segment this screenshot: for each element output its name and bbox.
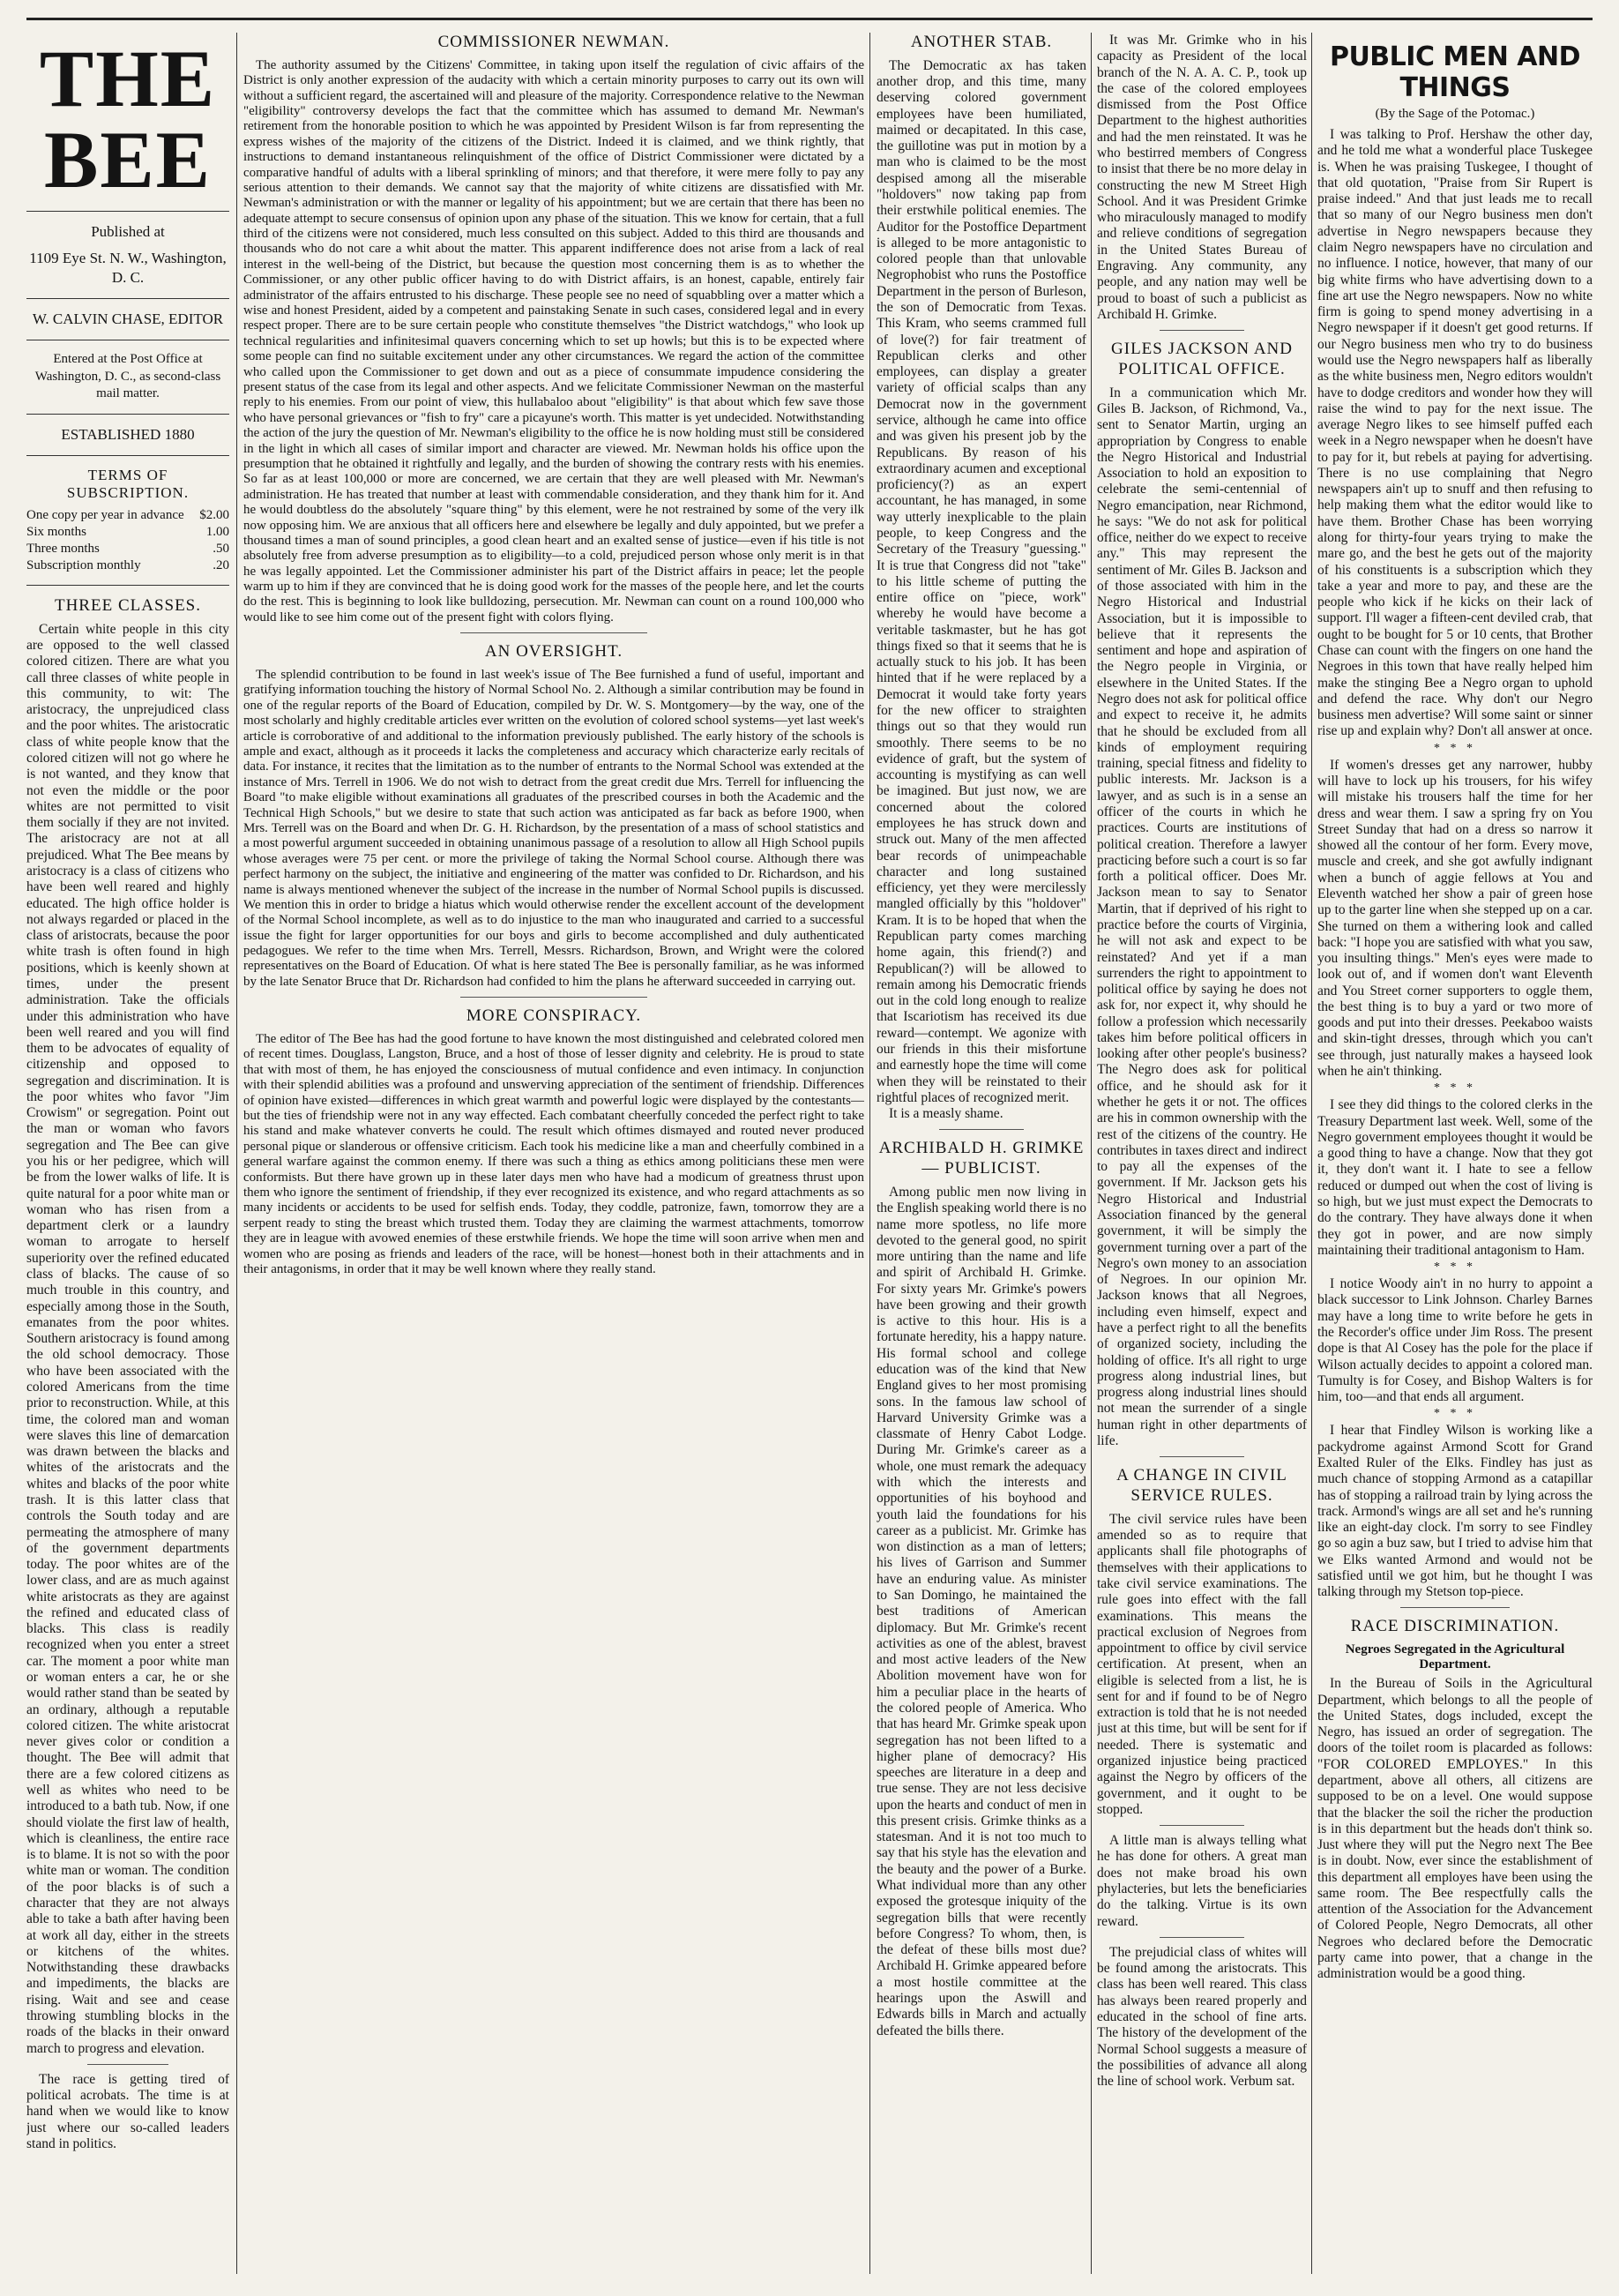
article-body-political-acrobats: The race is getting tired of political acrobats. The time is at hand when we would like to know just where our so-called leaders stand in politics. [26,2071,229,2151]
article-body-public-men-5: I hear that Findley Wilson is working like a packydrome against Armond Scott for Grand Exalted Ruler of the Elks. Findley has just as much chance of stopping Armond as a catapillar has of stopping a railroad train by lying across the track. Armond's wings are all set and he's running like an eight-day clock. I'm sorry to see Findley go so agin a buz saw, but I tried to advise him that we Elks wanted Armond and would not be satisfied until we got him, but he thought I was talking through my Stetson top-piece. [1317,1423,1593,1600]
separator-stars: * * * [1434,1260,1476,1275]
divider [26,585,229,586]
divider [26,455,229,456]
terms-row [26,541,229,557]
article-body-grimke-continued: It was Mr. Grimke who in his capacity as President of the local branch of the N. A. A. C. P., took up the case of the colored employees dismissed from the Post Office Department to the highest authorities and had the men reinstated. It was he who bestirred members of Congress to insist that there be no more delay in constructing the new M Street High School. And it was President Grimke who miraculously managed to modify and relieve conditions of segregation in the United States Bureau of Engraving. Any community, any people, and any nation may well be proud to boast of such a publicist as Archibald H. Grimke. [1097,33,1307,322]
newspaper-page [26,18,1593,2283]
column-2 [243,33,864,2283]
divider [460,997,646,998]
terms-title: TERMS OF SUBSCRIPTION. [66,466,190,501]
article-title-public-men: PUBLIC MEN AND THINGS [1329,41,1581,103]
article-body-little-man: A little man is always telling what he has done for others. A great man does not make broad his own phylacteries, but lets the beneficiaries do the talking. Virtue is its own reward. [1097,1833,1307,1929]
divider [26,414,229,415]
divider [26,211,229,212]
divider [87,2064,168,2065]
article-subhead-race-discrimination: Negroes Segregated in the Agricultural Department. [1345,1642,1565,1672]
column-rule [1091,33,1092,2274]
article-title-three-classes: THREE CLASSES. [54,595,202,615]
terms-table [26,507,229,574]
terms-label: Subscription monthly [26,557,141,572]
separator-stars: * * * [1434,741,1476,755]
article-title-civil-service: A CHANGE IN CIVIL SERVICE RULES. [1116,1466,1287,1506]
terms-price: 1.00 [205,524,229,539]
article-body-public-men-1: I was talking to Prof. Hershaw the other day, and he told me what a wonderful place Tuskegee is. When he was praising Tuskegee, I thought of that old quotation, "Praise from Sir Rupert is praise indeed." And that just leads me to recall that so many of our Negro business men don't advertise in Negro newspapers because they claim Negro newspapers have no circulation and no influence. I notice, however, that many of our big white firms who have advertising down to a fine art use the Negro newspapers. Now no white firm is going to spend money advertising in a Negro newspaper if it doesn't get good returns. If our Negro business men who try to do business would use the Negro newspapers half as liberally as the white business men, Negro editors wouldn't have to dodge creditors and wonder how they will raise the wind to pay for the next issue. The average Negro likes to see himself puffed each week in a Negro newspaper when he doesn't have to pay for it, but rebels at paying for advertising. There is no use complaining that Negro newspapers ain't up to snuff and then refusing to help making them what the editor would like to have them. Brother Chase has been worrying along for thirty-four years trying to make the mare go, and the best he gets out of the majority of his constituents is a subscription which they take a year and more to pay, and these are the people who kick if he kicks on their lack of support. I'll wager a fifteen-cent deviled crab, that ought to be bought for 5 or 10 cents, that Brother Chase can count with the fingers on one hand the Negroes in this town that have really helped him make the stinging Bee a Negro organ to uphold and defend the race. Why don't our Negro business men advertise? Will some saint or sinner rise up and explain why? Don't all answer at once. [1317,127,1593,739]
divider [939,1129,1023,1130]
masthead-editor: W. CALVIN CHASE, EDITOR [32,310,224,328]
article-body-grimke: Among public men now living in the English speaking world there is no name more spotless, no life more devoted to the general good, no spirit more untiring than the name and life and spirit of Archibald H. Grimke. For sixty years Mr. Grimke's powers have been growing and their growth is active to this hour. His is a fortunate heredity, his a happy nature. His formal school and college education was of the kind that New England gives to her most promising sons. In the famous law school of Harvard University Grimke was a classmate of Henry Cabot Lodge. During Mr. Grimke's career as a whole, one must remark the adequacy with which the interests and opportunities of his boyhood and youth laid the foundations for his career as a publicist. Mr. Grimke has won distinction as a man of letters; his lives of Garrison and Summer have an enduring value. As minister to San Domingo, he maintained the best traditions of American diplomacy. But Mr. Grimke's recent activities as one of the ablest, bravest and most active leaders of the New Abolition movement have won for him a peculiar place in the hearts of the colored people of America. Who that has heard Mr. Grimke speak upon segregation has not been lifted to a higher plane of democracy? His speeches are literature in a deep and true sense. They are not less decisive upon the hearts and conduct of men in this present crisis. Grimke thinks as a statesman. And it is not too much to say that his style has the elevation and the beauty and the power of a Burke. What individual more than any other exposed the grotesque iniquity of the segregation bills that were recently before Congress? To whom, then, is the defeat of these bills most due? Archibald H. Grimke appeared before a most hostile committee at the hearings upon the Aswill and Edwards bills in March and actually defeated the bills there. [877,1184,1086,2038]
article-title-another-stab: ANOTHER STAB. [910,33,1053,51]
column-rule [236,33,237,2274]
article-title-commissioner-newman: COMMISSIONER NEWMAN. [437,33,670,51]
article-body-more-conspiracy: The editor of The Bee has had the good fortune to have known the most distinguished and celebrated colored men of recent times. Douglass, Langston, Bruce, and a host of those of lesser dignity and celebrity. He is proud to state that with most of them, he has enjoyed the consciousness of mutual confidence and even intimacy. In conjunction with their splendid abilities was a profound and unswerving appreciation of the sentiment of friendship. Differences of opinion have existed—differences in which great warmth and powerful logic were displayed by the contestants—but the ties of friendship were not in any way effected. Each combatant cheerfully conceded the perfect right to take his stand and make whatever converts he could. The result which oftimes dismayed and routed never produced personal pique or slanderous or offensive criticism. Each took his medicine like a man and cheerfully combined in a general warfare against the common enemy. If there was such a thing as ethics among politicians these men were conformists. But there have grown up in these later days men who have had a modicum of greatness thrust upon them who ignore the sentiment of friendship, if they ever recognized its existence, and who regard attachments as so many incidents or accidents to be used for selfish ends. Today, they coddle, patronize, fawn, tomorrow they are a serpent ready to sting the breast which trusted them. Today they are claiming the warmest attachments, tomorrow they are in league with avowed enemies of these erstwhile friends. We hope the time will soon arrive when men and women who are posing as friends and leaders of the race, will be honest—honest both in their attachments and in their antagonisms, in order that it may be well known where they really stand. [243,1032,864,1276]
article-footer-another-stab: It is a measly shame. [889,1106,1003,1122]
terms-label: Three months [26,541,100,556]
terms-price: .50 [213,541,229,556]
masthead-established: ESTABLISHED 1880 [61,425,195,443]
article-body-prejudicial: The prejudicial class of whites will be found among the aristocrats. This class has been well reared. This class has always been reared properly and educated in the school of fine arts. The history of the development of the Normal School suggests a measure of the possibilities of advance all along the line of school work. Verbum sat. [1097,1944,1307,2090]
masthead-address: 1109 Eye St. N. W., Washington, D. C. [29,250,227,287]
article-body-three-classes: Certain white people in this city are opposed to the well classed colored citizen. There are what you call three classes of white people in this community, to wit: The aristocracy, the unprejudiced class and the poor whites. The aristocratic class of white people know that the colored citizen will not go where he is not wanted, and they know that not even the middle or the poor whites are not permitted to visit them socially if they are not invited. The aristocracy are not at all prejudiced. What The Bee means by aristocracy is a class of citizens who have been well reared and highly educated. The high office holder is not always regarded or placed in the class of aristocrats, because the poor white trash is often found in high positions, which is keenly shown at times, under the present administration. Take the officials under this administration who have been well reared and you will find them to be advocates of equality of citizenship and opposed to segregation and discrimination. It is the poor whites who favor "Jim Crowism" or segregation. Point out the man or woman who favors segregation and The Bee can give you his or her pedigree, which will be from the lower walks of life. It is quite natural for a poor white man or woman who has risen from a department clerk or a laundry woman to arrogate to herself superiority over the refined educated class of blacks. The cause of so much trouble in this country, and especially among those in the South, emanates from the poor whites. Southern aristocracy is found among the old school democracy. Those who have been associated with the colored Americans from the time prior to reconstruction. While, at this time, the colored man and woman were slaves this line of demarcation was drawn between the blacks and whites of the aristocrats and the whites and blacks of the poor white trash. It is this latter class that controls the South today and are permeating the atmosphere of many of the government departments today. The poor whites are of the lower class, and are as much against white aristocrats as they are against the refined and educated class of blacks. This class is readily recognized when you enter a street car. The moment a poor white man or woman enters a car, he or she would rather stand than be seated by an ordinary, although a reputable colored citizen. The white aristocrat never gives color or condition a thought. The Bee will admit that there are a few colored citizens as well as whites who need to be introduced to a bath tub. Now, if one should violate the first law of health, which is cleanliness, the entire race is to blame. It is not so with the poor white man or woman. The condition of the poor blacks is of such a character that they are not always able to take a bath after having been at work all day, either in the streets or kitchens of the whites. Notwithstanding these drawbacks and impediments, the blacks are rising. Wait and see and cease throwing stumbling blocks in the roads of the blacks in their onward march to progress and elevation. [26,621,229,2056]
divider [1160,1456,1243,1457]
terms-row [26,524,229,541]
column-4 [1097,33,1307,2283]
article-body-public-men-3: I see they did things to the colored clerks in the Treasury Department last week. Well, some of the Negro government employees thought it would be a good thing to have a change. Now that they got it, they don't want it. I hate to see a fellow reduced or dumped out when the cost of living is so high, but we just must expect the Democrats to do the contrary. They have always done it when they got in power, and are now simply maintaining their traditional antagonism to Ham. [1317,1097,1593,1258]
article-title-grimke: ARCHIBALD H. GRIMKE— PUBLICIST. [878,1139,1085,1178]
column-rule [1311,33,1312,2274]
separator-stars: * * * [1434,1407,1476,1421]
column-3 [877,33,1086,2283]
terms-label: One copy per year in advance [26,507,184,522]
divider [1160,1825,1243,1826]
article-title-giles-jackson: GILES JACKSON AND POLITICAL OFFICE. [1111,340,1293,378]
article-body-commissioner-newman: The authority assumed by the Citizens' Committee, in taking upon itself the regulation of civic affairs of the District is only another expression of the audacity with which a certain minority purposes to carry out its own will without a sufficient regard, the ascertained will and pleasure of the majority. Correspondence relative to the Newman "eligibility" controversy develops the fact that the committee which has assumed to demand Mr. Newman's retirement from the honorable position to which he was appointed by President Wilson is far from representing the express wishes of the majority of the citizens of the District. Indeed it is claimed, and we think rightly, that instructions to demand instantaneous relinquishment of the office of District Commissioner were dictated by a comparative handful of adults with a liberal sprinkling of minors; and that therefore, it were mere folly to pay any serious attention to their demands. We cannot say that the majority of white citizens are dissatisfied with Mr. Newman's administration or with the manner or legality of his appointment; but we are certain that there has been no adequate attempt to secure consensus of opinion upon any phase of the situation. This we know for certain, that a full third of the citizens were not considered, much less consulted on this subject. Added to this third are thousands and thousands who do not care a whit about the matter. This apparent indifference does not arise from a lack of real interest in the well-being of the District, but because the question most concerning them is as to whether the Commissioner, or any other public officer having to do with District affairs, is an honest, capable, entirely fair administrator of the affairs entrusted to his discharge. These people see no need of squabbling over a matter which a wise and honest President, aided by a competent and painstaking Senate in such cases, considered legal and in every respect proper. There are to be sure certain people who constitute themselves "the District watchdogs," who look up technical regularities and infinitesimal quavers concerning which to set up howls; but this is to be expected where some people can find no suitable excitement under any other circumstances. We regard the action of the committee who called upon the Commissioner to get down and out as a piece of consummate impudence considering the present status of the case from its legal and other aspects. And we felicitate Commissioner Newman on the masterful reply to his enemies. From our point of view, this hullabaloo about "eligibility" is that about which few save those who have personal grievances or "fish to fry" care a picayune's worth. This matter is yet undecided. Notwithstanding the action of the jury the question of Mr. Newman's eligibility to the office he is now holding must still be considered in the light in which all cases of similar import and character are viewed. Mr. Newman holds his office upon the presumption that he obtained it rightfully and legally, and the burden of showing the contrary rests with his enemies. So far as at least 100,000 or more are concerned, we are certain that they are well pleased with Mr. Newman's administration. He has treated that number at least with commendable consideration, and they thank him for it. And he would doubtless do the absolutely "square thing" by this element, were he not restrained by some of the very ilk now opposing him. We are anxious that all officers here and elsewhere be legally and duly appointed, but we prefer a thousand times a man of sound principles, a good clean heart and an exalted sense of justice—even if his title is not absolutely free from adverse presumption as to eligibility—to a cold, prejudiced person whose only merit is in that he was legally appointed. Let the Commissioner administer his part of the District affairs in peace; let the people warm up to him if they are convinced that he is doing good work for the masses of the people here, and let the courts do the rest. This is beginning to look like bulldozing, persecution. Mr. Newman can count on a round 100,000 who would like to see him come out of the present fight with colors flying. [243,57,864,624]
terms-price: $2.00 [199,507,229,522]
divider [1160,330,1243,331]
divider [1400,1607,1511,1608]
article-body-an-oversight: The splendid contribution to be found in last week's issue of The Bee furnished a fund of useful, important and gratifying information touching the history of Normal School No. 2. Although a similar contribution may be found in one of the regular reports of the Board of Education, compiled by Dr. W. S. Montgomery—by the way, one of the most scholarly and highly creditable articles ever written on the evolution of colored school systems—yet last week's article is corroborative of and additional to the information previously published. The early history of the schools is ample and exact, although as it proceeds it lacks the completeness and accuracy which characterize early recitals of data. For instance, it recites that the limitation as to the number of entrants to the Normal School was extended at the instance of Mrs. Terrell in 1906. We do not wish to detract from the great credit due Mrs. Terrell for influencing the Board "to make eligible without examinations all graduates of the prescribed courses in both the Academic and the Technical High Schools," but we desire to state that such action was anticipated as far back as before 1900, when Mrs. Terrell was on the Board and when Dr. G. H. Richardson, by the presentation of a mass of school statistics and a most powerful argument succeeded in obtaining unanimous passage of a resolution to allow all High School pupils whose averages were 75 per cent. or more the privilege of taking the Normal School course. Although there was perfect harmony on the subject, the initiative and engineering of the matter was confided to Dr. Richardson, and his name is always mentioned whenever the subject of the increase in the number of Normal School pupils is discussed. We mention this in order to bridge a hiatus which would otherwise render the excellent account of the development of the Normal School incomplete, as well as to do injustice to the man who inaugurated and carried to a successful issue the fight for larger opportunities for our boys and girls to become accomplished and duly authenticated pedagogues. We refer to the time when Mrs. Terrell, Messrs. Richardson, Brown, and Wright were the colored representatives on the Board of Education. Of what is here stated The Bee is personally familiar, as he was informed by the late Senator Bruce that Dr. Richardson had confided to him the plans he afterward succeeded in carrying out. [243,668,864,989]
masthead-title: THE BEE [39,34,217,205]
article-body-another-stab: The Democratic ax has taken another drop, and this time, many deserving colored government employees have been humiliated, maimed or decapitated. In this case, the guillotine was put in motion by a man who is claimed to be the most despised among all the miserable "holdovers" now taking pap from their erstwhile political enemies. The Auditor for the Postoffice Department is alleged to be more antagonistic to colored people than that unlovable Negrophobist who runs the Postoffice Department in the person of Burleson, the son of Democratic from Texas. This Kram, who seems crammed full of love(?) for fair treatment of Republican clerks and other employees, can display a greater variety of official scalps than any Democrat now in the government service, although he came into office and was given his present job by the Republicans. By reason of his extraordinary acumen and exceptional proficiency(?) as an expert accountant, he has managed, in some way utterly inexplicable to the plain people, to keep Congress and the Secretary of the Treasury "guessing." It is true that Congress did not "take" to his little scheme of putting the entire office on "piece, work" whereby he would have become a veritable taskmaster, but he has got things fixed so that it seems that he is actually stuck to his job. It has been hinted that if he were replaced by a Democrat it would take forty years for the new officer to straighten things out so that they would run smoothly. There seems to be no evidence of graft, but the system of accounting is mystifying as can well be imagined. But just now, we are concerned about the colored employees he has struck down and struck out. Many of the men affected bear records of unimpeachable character and long sustained efficiency, yet they were mercilessly mangled officially by this "holdover" Kram. It is to be hoped that when the Republican party comes marching home again, this friend(?) and Republican(?) will be allowed to remain among his Democratic friends out in the cold long enough to realize that Iscariotism has received its due reward—contempt. We agonize with our friends in this their misfortune and earnestly hope the time will come when they will be reinstated to their rightful places of recognized merit. [877,57,1086,1105]
divider [1160,1937,1243,1938]
article-body-giles-jackson: In a communication which Mr. Giles B. Jackson, of Richmond, Va., sent to Senator Martin, urging an appropriation by Congress to enable the Negro Historical and Industrial Association to hold an exposition to celebrate the semi-centennial of Negro emancipation, near Richmond, he says: "We do not ask for political office, neither do we expect to receive any." This may represent the sentiment of Mr. Giles B. Jackson and of those associated with him in the Negro Historical and Industrial Association, but it is impossible to believe that it represents the sentiment and hope and aspiration of the Negro people in Virginia, or elsewhere in the United States. If the Negro does not ask for political office and expect to receive it, he admits that he should be excluded from all kinds of employment requiring training, special fitness and fidelity to public interests. Mr. Jackson is a lawyer, and as such is in a sense an officer of the courts in which he practices. Courts are institutions of political creation. Therefore a lawyer practicing before such a court is so far forth a political officer. Does Mr. Jackson mean to say to Senator Martin, that if deprived of his right to practice before the courts of Virginia, he will not ask and expect to be reinstated? And yet if a man surrenders the right to appointment to political office by saying he does not ask for, nor expect it, why should he follow a profession which necessarily takes him before political officers in looking after other people's business? The Negro does ask for political office, and he should ask for it whether he gets it or not. The offices are his in common ownership with the rest of the citizens of the country. He contributes in taxes direct and indirect to pay all the expenses of the government. If Mr. Jackson gets his Negro Historical and Industrial Association financed by the general government, it will be simply the government turning over a part of the Negro's own money to an association of Negroes. In our opinion Mr. Jackson knows that all Negroes, including even himself, expect and have a perfect right to all the benefits of organized society, including the holding of office. It's all right to urge progress along industrial lines, but progress along industrial lines should not mean the surrender of a single human right in other departments of life. [1097,385,1307,1448]
terms-row [26,557,229,574]
article-body-race-discrimination: In the Bureau of Soils in the Agricultural Department, which belongs to all the people of the United States, dogs included, except the Negro, has issued an order of segregation. The doors of the toilet room is placarded as follows: "FOR COLORED EMPLOYES." In this department, above all others, all citizens are supposed to be on a level. One would suppose that the blacker the soil the richer the production is in this department but the heads don't think so. Just where they will put the Negro next The Bee is in doubt. Now, ever since the establishment of this department all employes have been using the same room. The Bee respectfully calls the attention of the Association for the Advancement of Colored People, Negro Democrats, all other Negroes who declared before the Democratic party came into power, that a change in the administration would be a good thing. [1317,1676,1593,1982]
article-title-more-conspiracy: MORE CONSPIRACY. [466,1006,642,1026]
article-body-public-men-4: I notice Woody ain't in no hurry to appoint a black successor to Link Johnson. Charley Barnes may have a long time to write before he gets in the Recorder's office under Jim Ross. The present dope is that Al Cosey has the pole for the place if Wilson actually decides to appoint a colored man. Tumulty is for Cosey, and Bishop Walters is for him, too—and that ends all argument. [1317,1276,1593,1405]
separator-stars: * * * [1434,1081,1476,1096]
article-byline: (By the Sage of the Potomac.) [1375,107,1535,121]
column-rule [869,33,870,2274]
article-title-race-discrimination: RACE DISCRIMINATION. [1350,1617,1560,1636]
divider [460,632,646,633]
divider [26,298,229,299]
article-title-an-oversight: AN OVERSIGHT. [484,642,623,662]
column-5 [1317,33,1593,2283]
terms-label: Six months [26,524,86,539]
masthead-published: Published at [91,223,165,240]
terms-row [26,507,229,524]
article-body-public-men-2: If women's dresses get any narrower, hubby will have to lock up his trousers, for his wifey will mistake his trousers half the time for her dress and wear them. I saw a spring fry on You Street Sunday that had on a dress so narrow it showed all the contour of her form. Every move, muscle and creek, and she got awfully indignant when a bunch of aggie fellows at You and Eleventh watched her show a pair of green hose up to the garter line when she stepped up on a car. She turned on them a withering look and called back: "I hope you are satisfied with what you saw, you insulting things." Men's eyes were made to look out of, and if women don't want Eleventh and You Street corner supporters to oggle them, the best thing is to buy a yard or two more of goods and put into their dresses. Peekaboo waists and skin-tight dresses, through which you can't see through, just naturally makes a hayseed look when he ain't thinking. [1317,757,1593,1080]
column-1 [26,33,229,2283]
terms-price: .20 [213,557,229,572]
masthead-entered: Entered at the Post Office at Washington, D. C., as second-class mail matter. [34,352,221,401]
article-body-civil-service: The civil service rules have been amended so as to require that applicants shall file photographs of themselves with their applications to take civil service examinations. The rule goes into effect with the fall examinations. This means the practical exclusion of Negroes from appointment to office by civil service certification. At present, when an eligible is selected from a list, he is sent for and if found to be of Negro extraction is told that he is not needed just at this time, but will be sent for if needed. There is systematic and organized injustice being practiced against the Negro by officers of the government, and it ought to be stopped. [1097,1511,1307,1817]
